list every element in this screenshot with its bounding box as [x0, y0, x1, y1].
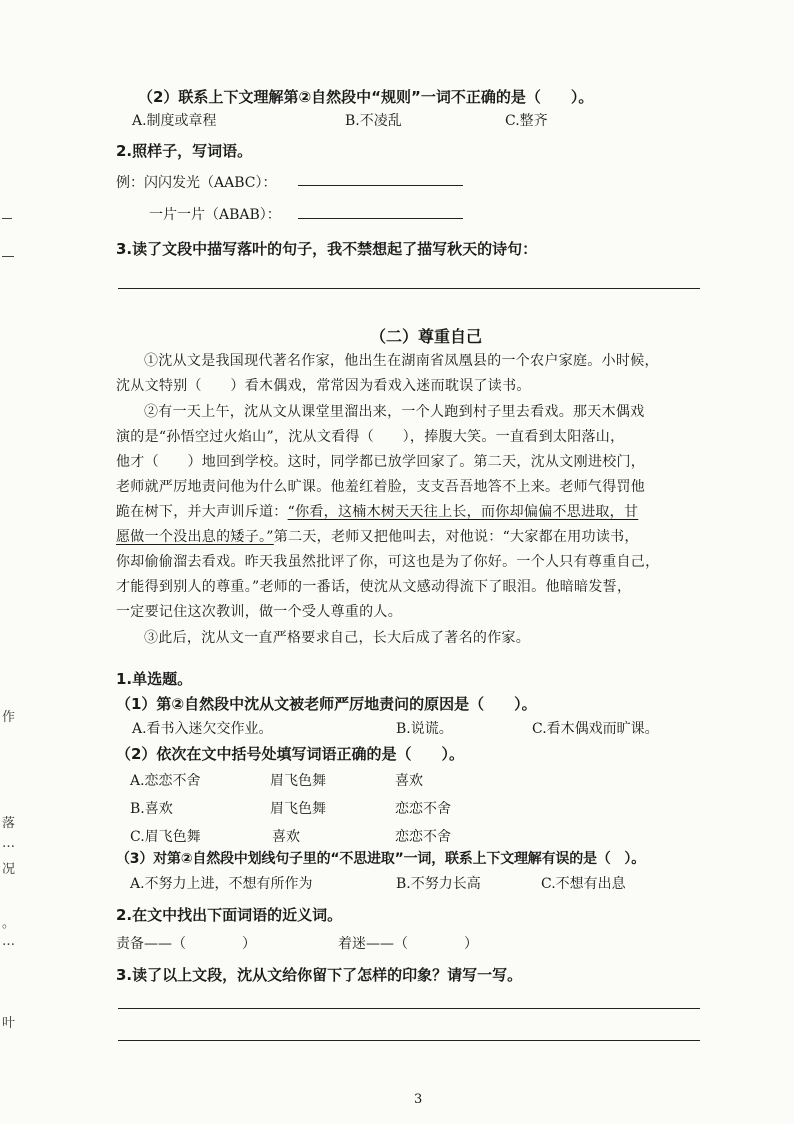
passage-line: ③此后，沈从文一直严格要求自己，长大后成了著名的作家。	[144, 630, 531, 646]
passage-line: 一定要记住这次教训，做一个受人尊重的人。	[116, 604, 402, 620]
option-a[interactable]: A.看书入迷欠交作业。	[132, 721, 273, 737]
question-3: 3.读了文段中描写落叶的句子，我不禁想起了描写秋天的诗句：	[116, 240, 538, 258]
option-c[interactable]: C.眉飞色舞	[130, 829, 201, 845]
underlined-sentence: “你看，这楠木树天天往上长，而你却偏偏不思进取，甘	[287, 504, 639, 520]
passage-line: ②有一天上午，沈从文从课堂里溜出来，一个人跑到村子里去看戏。那天木偶戏	[144, 404, 645, 420]
option-c[interactable]: C.看木偶戏而旷课。	[532, 721, 659, 737]
section-title: （二）尊重自己	[370, 327, 483, 346]
question-1-3: （3）对第②自然段中划线句子里的“不思进取”一词，联系上下文理解有误的是（ ）。	[116, 851, 645, 867]
option-c-word2: 喜欢	[272, 829, 300, 845]
passage-line: 他才（ ）地回到学校。这时，同学都已放学回家了。第二天，沈从文刚进校门，	[116, 454, 646, 470]
example-label: 例：闪闪发光（AABC）：	[116, 175, 277, 191]
synonym-blank-2[interactable]: 着迷——（ ）	[338, 936, 478, 952]
margin-char: …	[2, 836, 15, 851]
option-a[interactable]: A.制度或章程	[132, 113, 217, 129]
margin-char: 叶	[2, 1016, 16, 1031]
margin-dash	[2, 256, 14, 257]
passage-line: ①沈从文是我国现代著名作家，他出生在湖南省凤凰县的一个农户家庭。小时候，	[144, 353, 659, 369]
question-1-2: （2）依次在文中括号处填写词语正确的是（ ）。	[116, 745, 464, 763]
passage-line: 你却偷偷溜去看戏。昨天我虽然批评了你，可这也是为了你好。一个人只有尊重自己，	[116, 554, 660, 570]
question-1-1: （1）第②自然段中沈从文被老师严厉地责问的原因是（ ）。	[116, 695, 537, 713]
option-a[interactable]: A.恋恋不舍	[130, 773, 201, 789]
question-3: 3.读了以上文段，沈从文给你留下了怎样的印象？请写一写。	[116, 966, 523, 984]
answer-line[interactable]	[298, 218, 463, 219]
option-c-word3: 恋恋不舍	[395, 829, 451, 845]
passage-line	[116, 526, 639, 546]
passage-line: 沈从文特别（ ）看木偶戏，常常因为看戏入迷而耽误了读书。	[116, 378, 531, 394]
page-number: 3	[414, 1092, 423, 1107]
option-c[interactable]: C.不想有出息	[541, 876, 626, 892]
margin-char: 落	[2, 816, 16, 831]
synonym-blank-1[interactable]: 责备——（ ）	[116, 936, 256, 952]
answer-line[interactable]	[118, 288, 700, 289]
passage-text: 跪在树下，并大声训斥道：	[116, 504, 288, 520]
underlined-sentence: 愿做一个没出息的矮子。”	[116, 529, 274, 545]
option-b[interactable]: B.喜欢	[130, 801, 173, 817]
option-b[interactable]: B.说谎。	[396, 721, 453, 737]
question-2: 2.在文中找出下面词语的近义词。	[116, 906, 343, 924]
option-a-word2: 眉飞色舞	[270, 773, 326, 789]
margin-char: …	[2, 934, 15, 949]
passage-text: 第二天，老师又把他叫去，对他说：“大家都在用功读书，	[273, 529, 639, 545]
margin-char: 。	[2, 916, 16, 931]
option-b-word2: 眉飞色舞	[270, 801, 326, 817]
option-a-word3: 喜欢	[395, 773, 423, 789]
passage-line: 才能得到别人的尊重。”老师的一番话，使沈从文感动得流下了眼泪。他暗暗发誓，	[116, 579, 632, 595]
passage-line: 演的是“孙悟空过火焰山”，沈从文看得（ ），捧腹大笑。一直看到太阳落山，	[116, 429, 625, 445]
question-2-2: （2）联系上下文理解第②自然段中“规则”一词不正确的是（ ）。	[138, 88, 594, 106]
example-label: 一片一片（ABAB）：	[149, 207, 281, 223]
answer-line[interactable]	[118, 1008, 700, 1009]
option-b[interactable]: B.不凌乱	[345, 113, 402, 129]
passage-line	[116, 501, 638, 521]
margin-dash	[2, 218, 12, 219]
option-a[interactable]: A.不努力上进，不想有所作为	[130, 876, 313, 892]
question-2: 2.照样子，写词语。	[116, 142, 253, 160]
margin-char: 作	[2, 710, 16, 725]
passage-line: 老师就严厉地责问他为什么旷课。他羞红着脸，支支吾吾地答不上来。老师气得罚他	[116, 479, 646, 495]
option-b-word3: 恋恋不舍	[395, 801, 451, 817]
question-1: 1.单选题。	[116, 670, 193, 688]
option-b[interactable]: B.不努力长高	[396, 876, 481, 892]
answer-line[interactable]	[298, 185, 463, 186]
option-c[interactable]: C.整齐	[505, 113, 548, 129]
answer-line[interactable]	[118, 1040, 700, 1041]
margin-char: 况	[2, 862, 16, 877]
